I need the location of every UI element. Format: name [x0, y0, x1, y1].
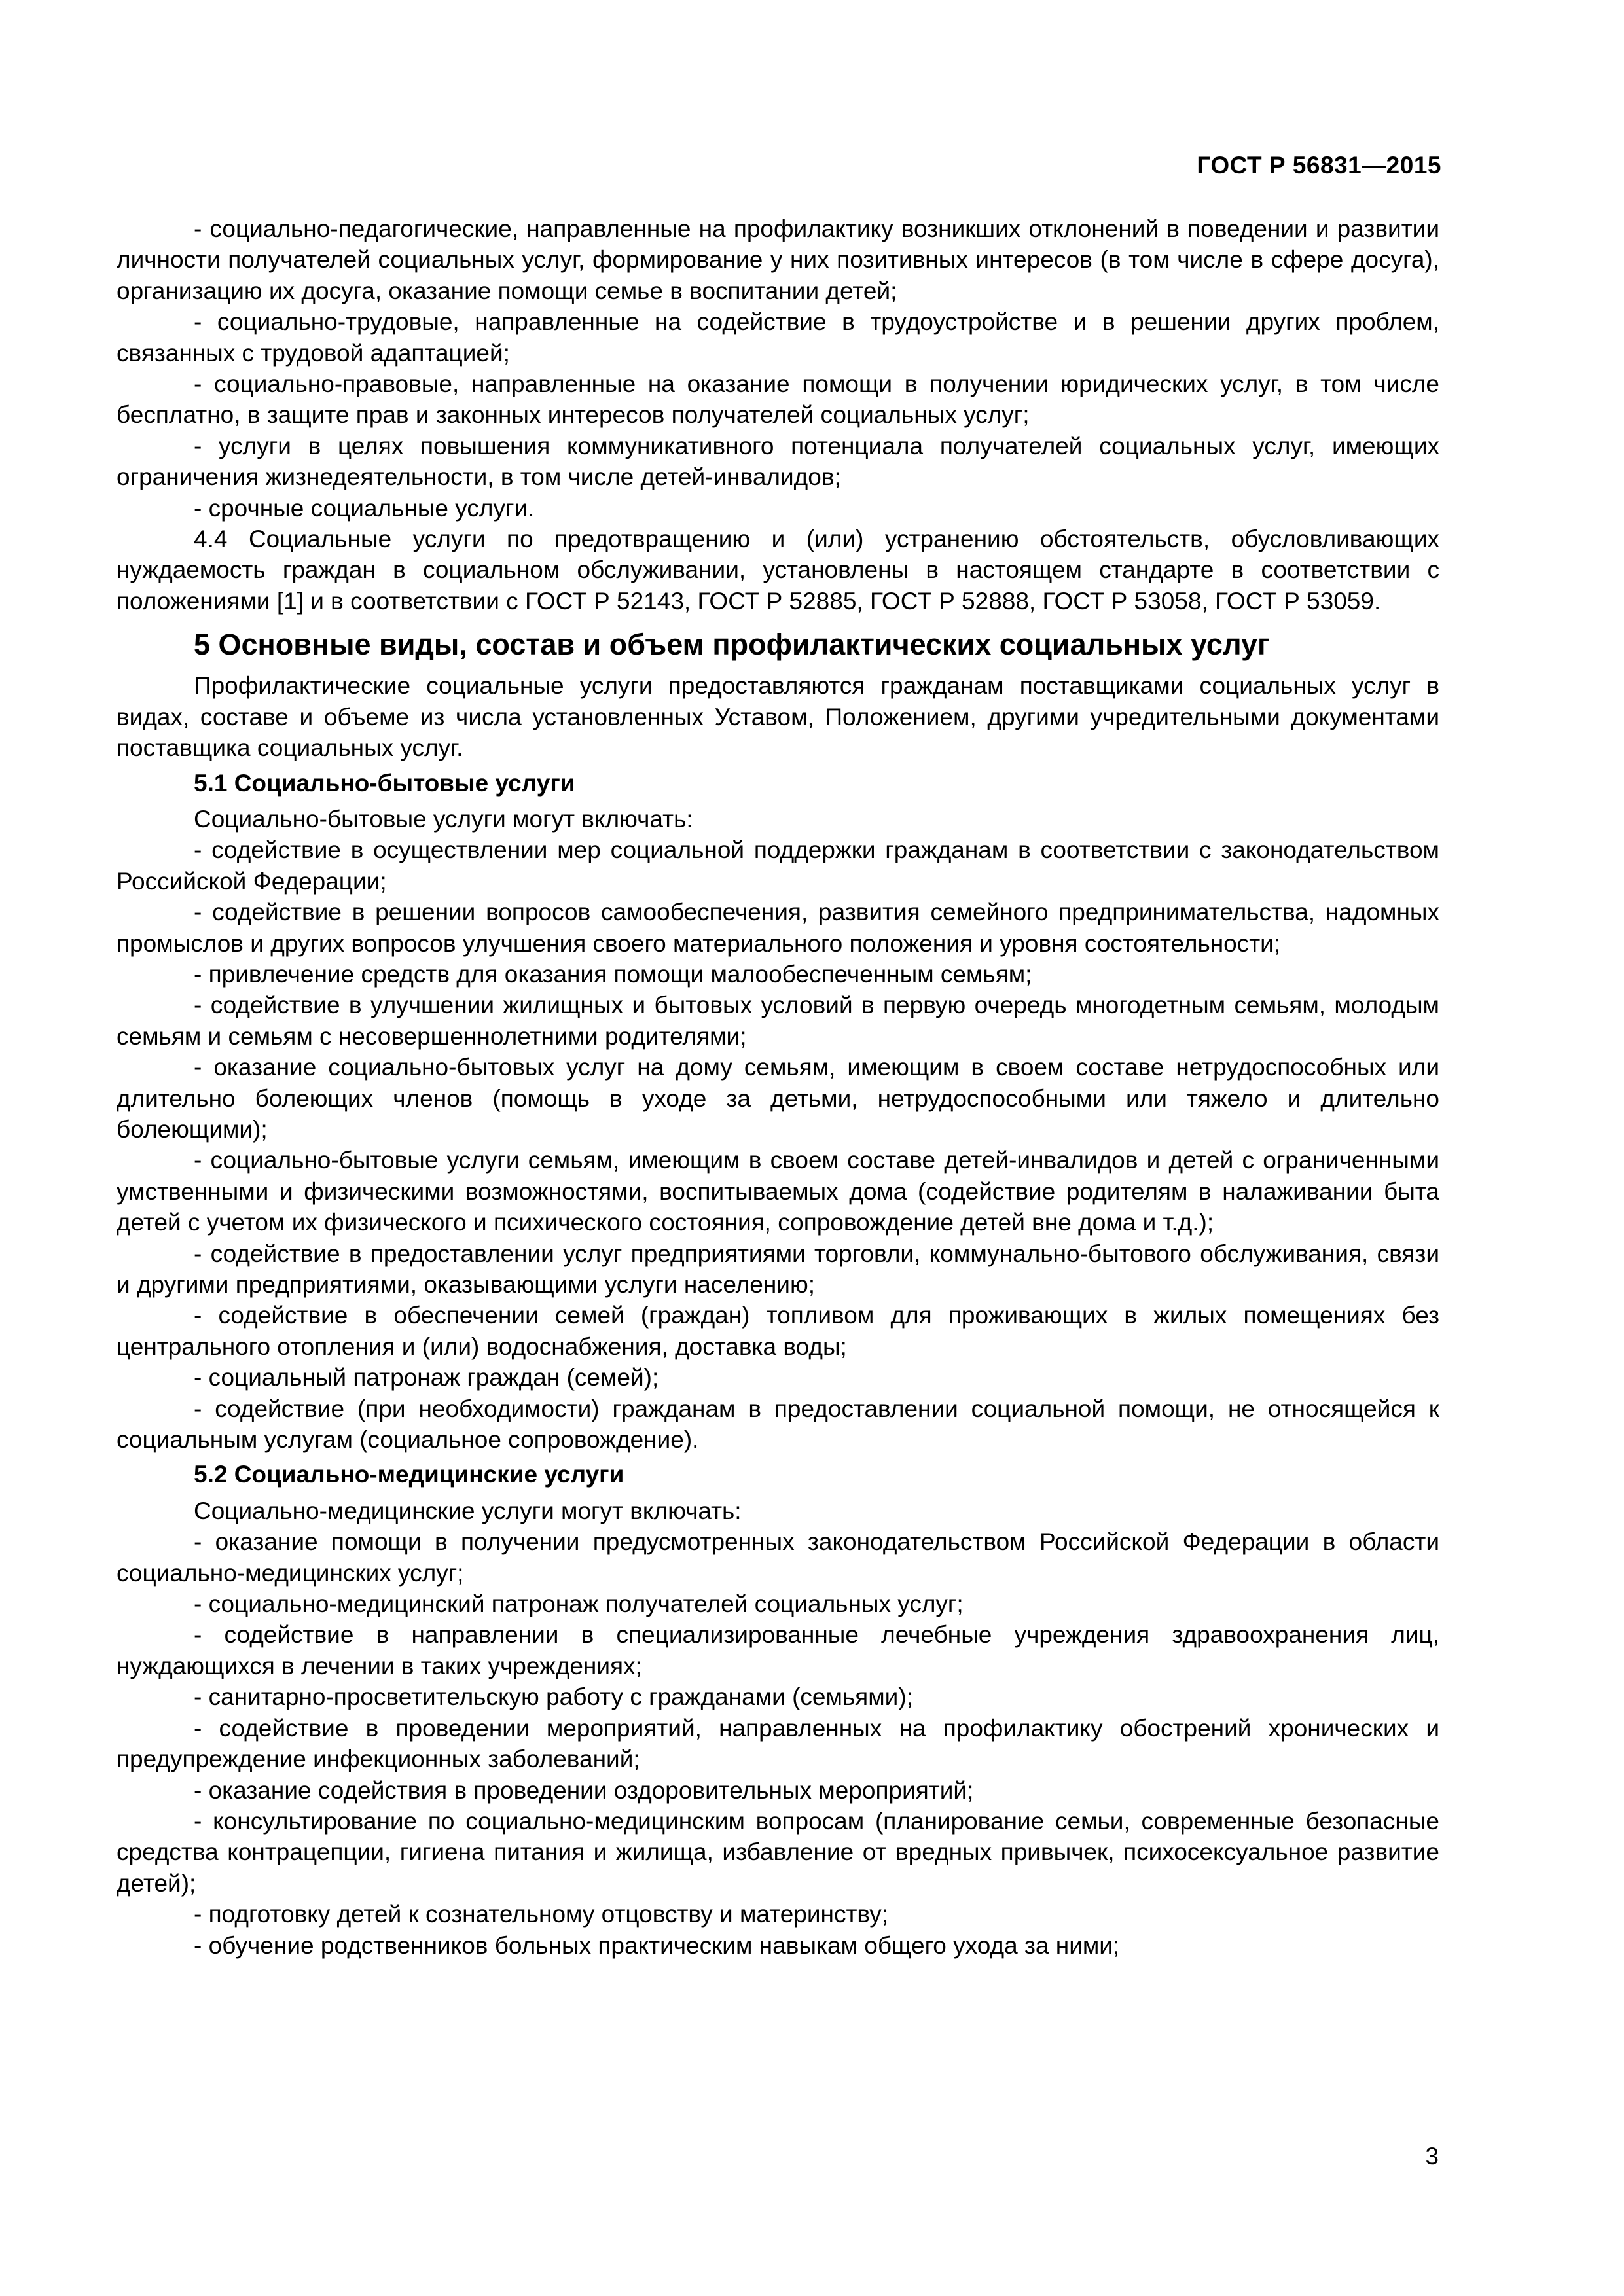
list-item: - содействие в направлении в специализированные лечебные учреждения здравоохранения лиц, нуждающихся в лечении в таких учреждениях;	[117, 1621, 1439, 1679]
list-item: - содействие в улучшении жилищных и бытовых условий в первую очередь многодетным семьям, молодым семьям и семьям с несовершеннолетними родителями;	[117, 992, 1439, 1050]
list-item: - социально-правовые, направленные на оказание помощи в получении юридических услуг, в том числе бесплатно, в защите прав и законных интересов получателей социальных услуг;	[117, 370, 1439, 429]
section-5-2-heading: 5.2 Социально-медицинские услуги	[194, 1461, 624, 1488]
list-item: - оказание помощи в получении предусмотренных законодательством Российской Федерации в области социально-медицинских услуг;	[117, 1528, 1439, 1587]
list-item: - консультирование по социально-медицинским вопросам (планирование семьи, современные безопасные средства контрацепции, гигиена питания и жилища, избавление от вредных привычек, психосексуальное развитие детей);	[117, 1807, 1439, 1897]
list-item: - социально-педагогические, направленные на профилактику возникших отклонений в поведении и развитии личности получателей социальных услуг, формирование у них позитивных интересов (в том числе в сфере досуга), организацию их досуга, оказание помощи семье в воспитании детей;	[117, 215, 1439, 304]
section-5-2-lead: Социально-медицинские услуги могут включать:	[194, 1497, 742, 1524]
list-item: - содействие (при необходимости) гражданам в предоставлении социальной помощи, не относящейся к социальным услугам (социальное сопровождение).	[117, 1395, 1439, 1454]
list-item: - подготовку детей к сознательному отцовству и материнству;	[194, 1901, 889, 1928]
list-item: - содействие в решении вопросов самообеспечения, развития семейного предпринимательства, надомных промыслов и других вопросов улучшения своего материального положения и уровня состоятельности;	[117, 899, 1439, 957]
list-item: - услуги в целях повышения коммуникативного потенциала получателей социальных услуг, имеющих ограничения жизнедеятельности, в том числе детей-инвалидов;	[117, 432, 1439, 491]
page-number: 3	[1425, 2143, 1439, 2170]
list-item: - социально-медицинский патронаж получателей социальных услуг;	[194, 1590, 964, 1618]
list-item: - содействие в осуществлении мер социальной поддержки гражданам в соответствии с законодательством Российской Федерации;	[117, 836, 1439, 895]
list-item: - привлечение средств для оказания помощи малообеспеченным семьям;	[194, 960, 1032, 988]
clause-4-4: 4.4 Социальные услуги по предотвращению и (или) устранению обстоятельств, обусловливающих нуждаемость граждан в социальном обслуживании, установлены в настоящем стандарте в соответствии с положениями [1] и в соответствии с ГОСТ Р 52143, ГОСТ Р 52885, ГОСТ Р 52888, ГОСТ Р 53058, ГОСТ Р 53059.	[117, 526, 1439, 615]
list-item: - срочные социальные услуги.	[194, 494, 535, 522]
list-item: - оказание содействия в проведении оздоровительных мероприятий;	[194, 1776, 974, 1804]
document-header-id: ГОСТ Р 56831—2015	[1197, 152, 1441, 179]
section-5-1-lead: Социально-бытовые услуги могут включать:	[194, 805, 693, 833]
list-item: - социально-бытовые услуги семьям, имеющим в своем составе детей-инвалидов и детей с ограниченными умственными и физическими возможностями, воспитываемых дома (содействие родителям в налаживании быта детей с учетом их физического и психического состояния, сопровождение детей вне дома и т.д.);	[117, 1147, 1439, 1236]
document-body	[117, 213, 1439, 1961]
list-item: - содействие в обеспечении семей (граждан) топливом для проживающих в жилых помещениях без центрального отопления и (или) водоснабжения, доставка воды;	[117, 1302, 1439, 1360]
list-item: - социальный патронаж граждан (семей);	[194, 1364, 659, 1391]
list-item: - санитарно-просветительскую работу с гражданами (семьями);	[194, 1683, 913, 1711]
list-item: - обучение родственников больных практическим навыкам общего ухода за ними;	[194, 1931, 1120, 1959]
list-item: - содействие в предоставлении услуг предприятиями торговли, коммунально-бытового обслуживания, связи и другими предприятиями, оказывающими услуги населению;	[117, 1240, 1439, 1298]
list-item: - содействие в проведении мероприятий, направленных на профилактику обострений хронических и предупреждение инфекционных заболеваний;	[117, 1714, 1439, 1773]
list-item: - оказание социально-бытовых услуг на дому семьям, имеющим в своем составе нетрудоспособных или длительно болеющих членов (помощь в уходе за детьми, нетрудоспособными или тяжело и длительно болеющими);	[117, 1054, 1439, 1143]
section-5-intro: Профилактические социальные услуги предоставляются гражданам поставщиками социальных услуг в видах, составе и объеме из числа установленных Уставом, Положением, другими учредительными документами поставщика социальных услуг.	[117, 672, 1439, 762]
section-5-1-heading: 5.1 Социально-бытовые услуги	[194, 769, 575, 797]
list-item: - социально-трудовые, направленные на содействие в трудоустройстве и в решении других проблем, связанных с трудовой адаптацией;	[117, 308, 1439, 367]
section-5-heading: 5 Основные виды, состав и объем профилактических социальных услуг	[194, 628, 1270, 662]
